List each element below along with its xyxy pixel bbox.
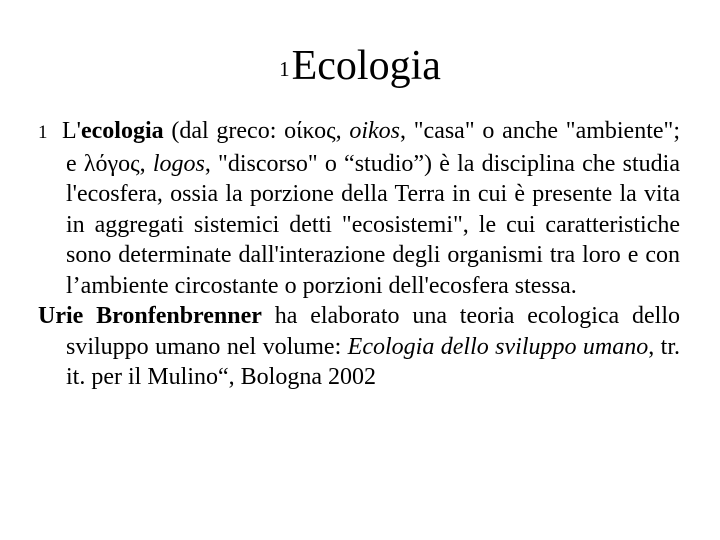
- term-logos: logos: [152, 150, 205, 177]
- title-number: 1: [279, 57, 290, 81]
- term-ecologia: ecologia: [80, 118, 164, 144]
- text-lead: L': [62, 118, 81, 144]
- text-part2: , "casa" o anche "ambiente"; e λόγος,: [66, 118, 680, 177]
- paragraph-number: 1: [38, 122, 48, 143]
- text-part1: (dal greco: οίκος,: [163, 118, 350, 144]
- book-title: Ecologia dello sviluppo umano: [347, 333, 649, 360]
- author-name: Urie Bronfenbrenner: [38, 303, 262, 329]
- term-oikos: oikos: [349, 118, 401, 144]
- paragraph-ecologia: [38, 116, 680, 301]
- page-title: [0, 38, 720, 97]
- body-text: [38, 116, 680, 393]
- text-part3: , "discorso" o “studio”) è la disciplina che studia l'ecosfera, ossia la porzione della Terra in cui è presente la vita in aggregati sistemici detti "ecosistemi", le cui caratteristiche sono determinate dall'interazione degli organismi tra loro e con l’ambiente circostante o porzioni dell'ecosfera stessa.: [66, 150, 680, 299]
- paragraph-bronfenbrenner: [38, 301, 680, 393]
- text-part1: ha elaborato una teoria ecologica dello sviluppo umano nel volume:: [66, 303, 681, 360]
- text-part2: , tr. it. per il Mulino“, Bologna 2002: [66, 333, 680, 390]
- title-text: Ecologia: [291, 43, 441, 89]
